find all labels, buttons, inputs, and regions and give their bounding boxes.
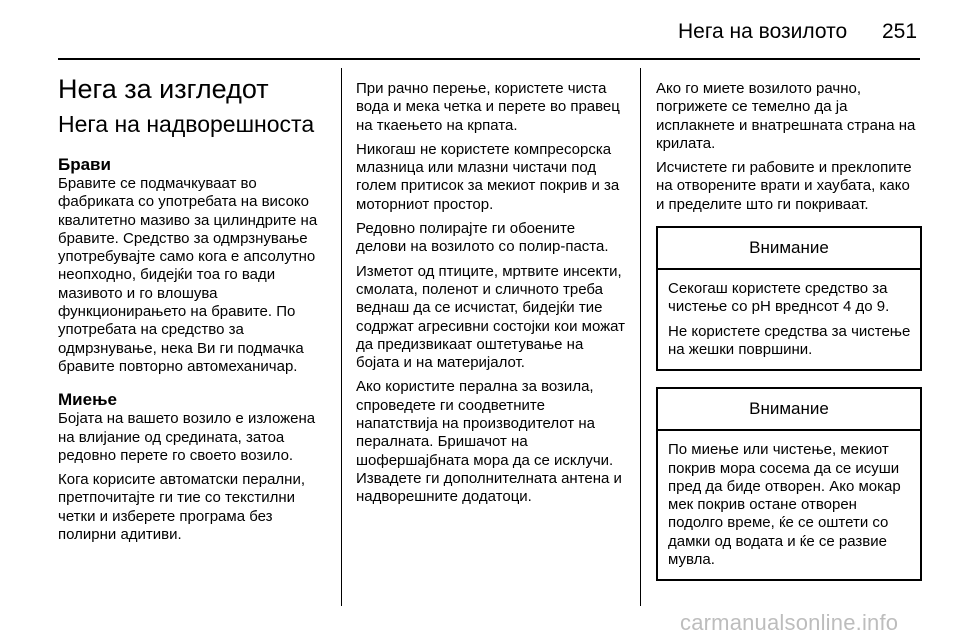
- caution-text: Не користете средства за чистење на жешки површини.: [668, 322, 911, 358]
- watermark: carmanualsonline.info: [680, 610, 899, 635]
- caution-text: Секогаш користете средство за чистење со pH вреднсот 4 до 9.: [668, 280, 890, 316]
- caution-box: [656, 387, 922, 581]
- column-left: [58, 70, 330, 544]
- paragraph: Исчистете ги рабовите и преклопите на отворените врати и хаубата, како и пределите што ги покриваат.: [656, 159, 912, 213]
- paragraph: Редовно полирајте ги обоените делови на возилото со полир-паста.: [356, 220, 609, 256]
- paragraph: При рачно перење, користете чиста вода и мека четка и перете во правец на ткаењето на крпата.: [356, 80, 620, 134]
- paragraph: Бојата на вашето возило е изложена на влијание од средината, затоа редовно перете го своето возило.: [58, 410, 316, 464]
- paragraph: Бравите се подмачкуваат во фабриката со употребата на високо квалитетно мазиво за цилиндрите на бравите. Средство за одмрзнување употребувајте само кога е апсолутно неопходно, бидејќи тоа го вади мазивото и го влошува функционирањето на бравите. По употребата на средство за одмрзнување, нека Ви ги подмачка бравите повторно автомеханичар.: [58, 175, 318, 375]
- caution-text: По миење или чистење, мекиот покрив мора сосема да се исуши пред да биде отворен. Ако мокар мек покрив остане отворен подолго време, ќе се оштети со дамки од водата и ќе се развие мувла.: [668, 441, 901, 569]
- paragraph: Никогаш не користете компресорска млазница или млазни чистачи под голем притисок за мекиот покрив и за моторниот простор.: [356, 140, 620, 213]
- column-divider-left: [341, 68, 342, 606]
- column-divider-right: [640, 68, 641, 606]
- caution-box: [656, 226, 922, 371]
- caution-title: Внимание: [658, 228, 920, 270]
- chapter-heading: Нега за изгледот: [58, 74, 269, 104]
- column-right: [656, 80, 922, 581]
- paragraph: Изметот од птиците, мртвите инсекти, смолата, поленот и сличното треба веднаш да се исчистат, бидејќи тие содржат агресивни состојки кои можат да предизвикаат оштетување на бојата и на материјалот.: [356, 262, 626, 372]
- subsection-heading-washing: Миење: [58, 390, 117, 410]
- page-number: 251: [882, 20, 918, 43]
- header-rule: [58, 58, 920, 60]
- caution-title: Внимание: [658, 389, 920, 431]
- caution-body: [658, 431, 920, 579]
- subsection-heading-locks: Брави: [58, 155, 111, 174]
- page-header: [0, 0, 960, 60]
- caution-body: [658, 270, 920, 369]
- paragraph: Кога корисите автоматски перални, претпочитајте ги тие со текстилни четки и изберете програма без полирни адитиви.: [58, 471, 306, 544]
- running-header-title: Нега на возилото: [678, 20, 848, 43]
- paragraph: Ако го миете возилото рачно, погрижете се темелно да ја исплакнете и внатрешната страна на крилата.: [656, 80, 916, 152]
- section-heading: Нега на надворешноста: [58, 111, 315, 137]
- column-middle: [356, 80, 628, 507]
- paragraph: Ако користите перална за возила, спроведете ги соодветните напатствија на производителот на пералната. Бришачот на шофершајбната мора да се исклучи. Извадете ги дополнителната антена и надворешните додатоци.: [356, 378, 622, 506]
